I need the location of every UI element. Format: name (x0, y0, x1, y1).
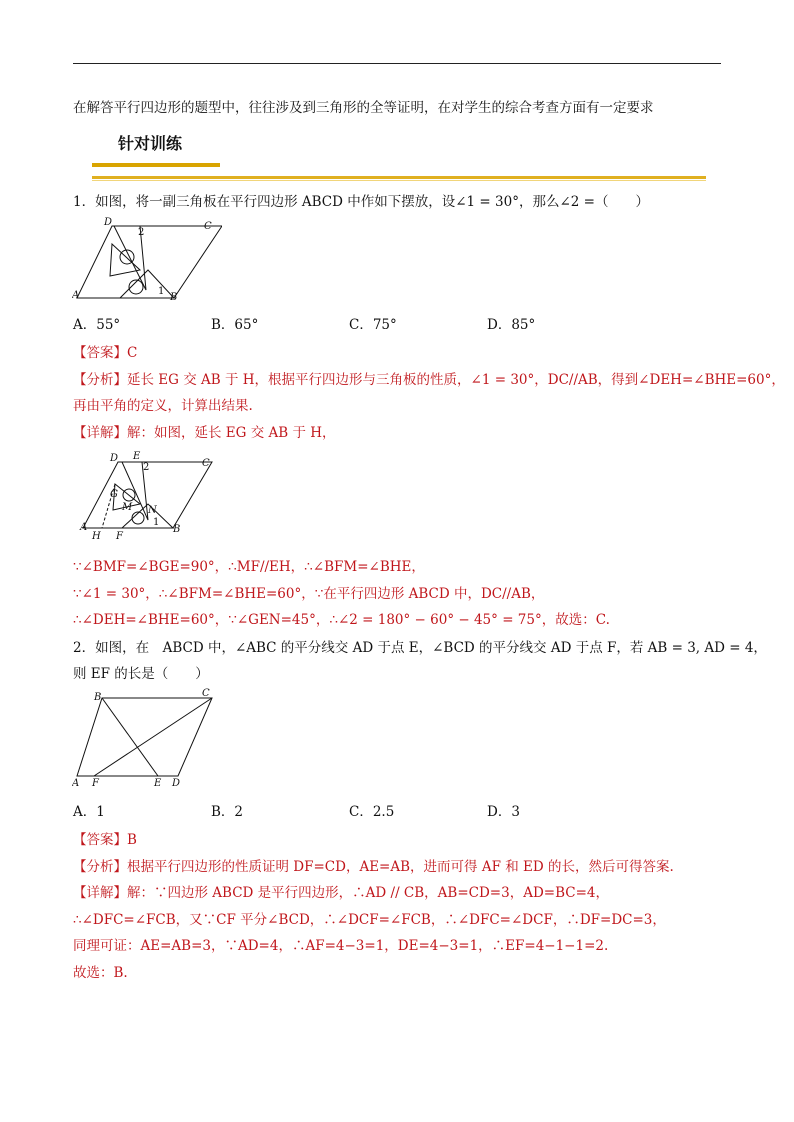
q2-solution-line3: 故选：B. (73, 965, 128, 981)
q2-answer: 【答案】B (73, 832, 137, 848)
header-rule (73, 63, 721, 64)
section-divider (92, 176, 706, 179)
q2-options (73, 800, 573, 818)
q1-analysis-line1: 【分析】延长 EG 交 AB 于 H，根据平行四边形与三角板的性质，∠1 = 30°，DC//AB，得到∠DEH=∠BHE=60°， (73, 372, 785, 388)
q2-stem-line1: 2．如图，在 ABCD 中，∠ABC 的平分线交 AD 于点 E，∠BCD 的平分线交 AD 于点 F，若 AB = 3, AD = 4， (73, 640, 767, 656)
q1-stem: 1．如图，将一副三角板在平行四边形 ABCD 中作如下摆放，设∠1 = 30°，那么∠2 =（ ） (73, 194, 649, 210)
q2-solution-line1: ∴∠DFC=∠FCB，又∵CF 平分∠BCD，∴∠DCF=∠FCB，∴∠DFC=∠DCF，∴DF=DC=3， (73, 912, 666, 928)
title-underline (92, 163, 220, 167)
q2-option-d[interactable]: D．3 (487, 804, 520, 820)
label-D: D (104, 217, 113, 228)
label-G: G (110, 489, 118, 500)
label-A: A (80, 522, 88, 533)
label-C: C (202, 458, 210, 469)
q2-analysis: 【分析】根据平行四边形的性质证明 DF=CD，AE=AB，进而可得 AF 和 ED 的长，然后可得答案. (73, 859, 674, 875)
q1-solution-line2: ∵∠1 = 30°，∴∠BFM=∠BHE=60°，∵在平行四边形 ABCD 中，DC//AB， (73, 586, 545, 602)
section-divider-shade (92, 180, 706, 181)
q1-option-a[interactable]: A．55° (73, 317, 121, 333)
q1-option-c[interactable]: C．75° (349, 317, 397, 333)
label-F: F (116, 531, 123, 542)
label-B: B (173, 524, 181, 535)
q2-option-a[interactable]: A．1 (73, 804, 105, 820)
label-C: C (202, 688, 210, 699)
label-angle-1: 1 (158, 286, 165, 297)
q1-option-d[interactable]: D．85° (487, 317, 536, 333)
label-angle-1: 1 (153, 517, 160, 528)
q1-figure (72, 214, 222, 306)
q1-option-b[interactable]: B．65° (211, 317, 259, 333)
label-angle-2: 2 (143, 462, 150, 473)
label-D: D (172, 778, 181, 789)
q1-solution-line3: ∴∠DEH=∠BHE=60°，∵∠GEN=45°，∴∠2 = 180° − 60° − 45° = 75°，故选：C. (73, 612, 610, 628)
q2-detail: 【详解】解：∵四边形 ABCD 是平行四边形，∴AD // CB，AB=CD=3，AD=BC=4， (73, 885, 609, 901)
label-A: A (72, 290, 80, 301)
q1-solution-line1: ∵∠BMF=∠BGE=90°，∴MF//EH，∴∠BFM=∠BHE， (73, 559, 425, 575)
label-E: E (133, 451, 141, 462)
label-angle-2: 2 (138, 227, 145, 238)
label-N: N (148, 505, 157, 516)
q1-options (73, 313, 573, 331)
q1-detail: 【详解】解：如图，延长 EG 交 AB 于 H， (73, 425, 336, 441)
label-B: B (170, 292, 178, 303)
q1-answer: 【答案】C (73, 345, 138, 361)
q2-stem-line2: 则 EF 的长是（ ） (73, 666, 209, 682)
q2-option-b[interactable]: B．2 (211, 804, 244, 820)
label-F: F (92, 778, 99, 789)
label-H: H (92, 531, 101, 542)
label-C: C (204, 221, 212, 232)
intro-text: 在解答平行四边形的题型中，往往涉及到三角形的全等证明，在对学生的综合考查方面有一定要求 (73, 100, 654, 116)
label-D: D (110, 453, 119, 464)
label-M: M (122, 502, 133, 513)
q1-analysis-line2: 再由平角的定义，计算出结果. (73, 398, 253, 414)
label-B: B (94, 692, 102, 703)
q2-option-c[interactable]: C．2.5 (349, 804, 395, 820)
q2-solution-line2: 同理可证：AE=AB=3，∵AD=4，∴AF=4−3=1，DE=4−3=1，∴EF=4−1−1=2. (73, 938, 609, 954)
label-A: A (72, 778, 80, 789)
section-title: 针对训练 (118, 134, 183, 153)
q2-figure (72, 686, 222, 792)
label-E: E (154, 778, 162, 789)
q1-solution-figure (78, 450, 218, 542)
